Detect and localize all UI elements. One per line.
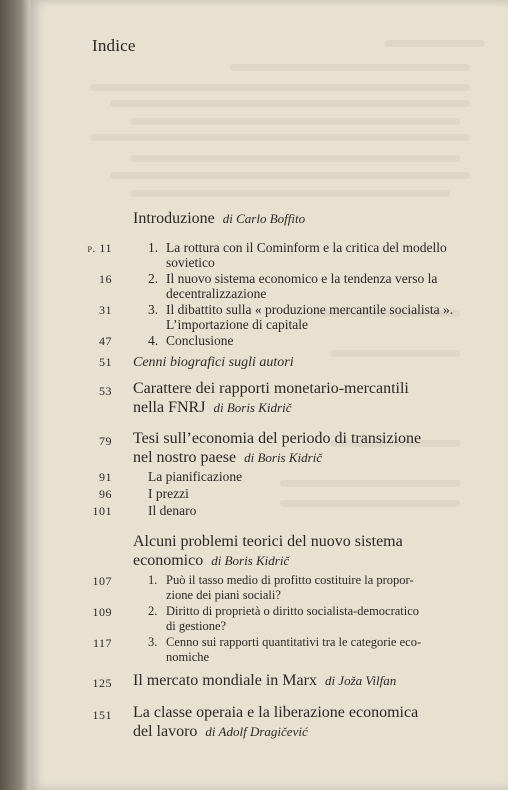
page-number: 96	[99, 487, 112, 501]
item-text: Diritto di proprietà o diritto socialista-democratico	[166, 604, 420, 618]
item-text: Cenno sui rapporti quantitativi tra le categorie eco-	[166, 635, 422, 649]
page-number: 101	[92, 504, 112, 518]
chapter-title-cont: nel nostro paese	[133, 449, 237, 466]
page-number: 51	[99, 355, 112, 369]
item-text: Il nuovo sistema economico e la tendenza verso la	[166, 271, 438, 286]
page-number: 31	[99, 303, 112, 317]
chapter-author: di Boris Kidrič	[244, 450, 323, 465]
page-number: 47	[99, 334, 112, 348]
page-number: 16	[99, 272, 112, 286]
chapter-author: di Joža Vilfan	[324, 673, 397, 688]
chapter-author: di Adolf Dragičević	[205, 724, 308, 739]
item-number: 4.	[148, 333, 159, 348]
chapter-title: Carattere dei rapporti monetario-mercantili	[133, 380, 409, 397]
item-text: Può il tasso medio di profitto costituire la propor-	[166, 573, 414, 587]
chapter-title-cont: del lavoro	[133, 723, 198, 740]
item-text: La rottura con il Cominform e la critica del modello	[166, 240, 447, 255]
item-text-cont: sovietico	[166, 255, 215, 270]
page-number: 117	[92, 636, 112, 650]
item-text-cont: nomiche	[166, 650, 210, 664]
item-number: 3.	[148, 302, 159, 317]
chapter-title: La classe operaia e la liberazione economica	[133, 704, 419, 721]
item-text: Il denaro	[148, 503, 197, 518]
intro-title: Introduzione	[133, 210, 215, 227]
chapter-title: Tesi sull’economia del periodo di transizione	[133, 430, 422, 447]
chapter-title-cont: economico	[133, 552, 204, 569]
page-number: 91	[99, 470, 112, 484]
page-number: 107	[92, 574, 112, 588]
item-text: Conclusione	[166, 333, 234, 348]
item-number: 2.	[148, 271, 159, 286]
bio-title: Cenni biografici sugli autori	[133, 355, 294, 370]
item-number: 2.	[148, 604, 158, 618]
item-text: I prezzi	[148, 486, 189, 501]
page-number: 151	[92, 708, 112, 722]
page-number: 79	[99, 434, 112, 448]
item-number: 1.	[148, 240, 159, 255]
page-number: 53	[99, 384, 112, 398]
item-text: La pianificazione	[148, 469, 243, 484]
chapter-title-cont: nella FNRJ	[133, 399, 206, 416]
item-number: 1.	[148, 573, 158, 587]
page-number: 125	[92, 676, 112, 690]
chapter-author: di Boris Kidrič	[211, 553, 290, 568]
page-title: Indice	[92, 36, 136, 55]
item-text-cont: zione dei piani sociali?	[166, 588, 281, 602]
item-number: 3.	[148, 635, 158, 649]
page-number: 109	[92, 605, 112, 619]
intro-author: di Carlo Boffito	[222, 211, 306, 226]
chapter-title: Alcuni problemi teorici del nuovo sistema	[133, 533, 403, 550]
item-text: Il dibattito sulla « produzione mercantile socialista ».	[166, 302, 454, 317]
item-text-cont: decentralizzazione	[166, 286, 267, 301]
chapter-title: Il mercato mondiale in Marx	[133, 672, 317, 689]
item-text-cont: L’importazione di capitale	[166, 317, 308, 332]
chapter-author: di Boris Kidrič	[213, 400, 292, 415]
item-text-cont: di gestione?	[166, 619, 227, 633]
page-number: p. 11	[87, 241, 112, 255]
